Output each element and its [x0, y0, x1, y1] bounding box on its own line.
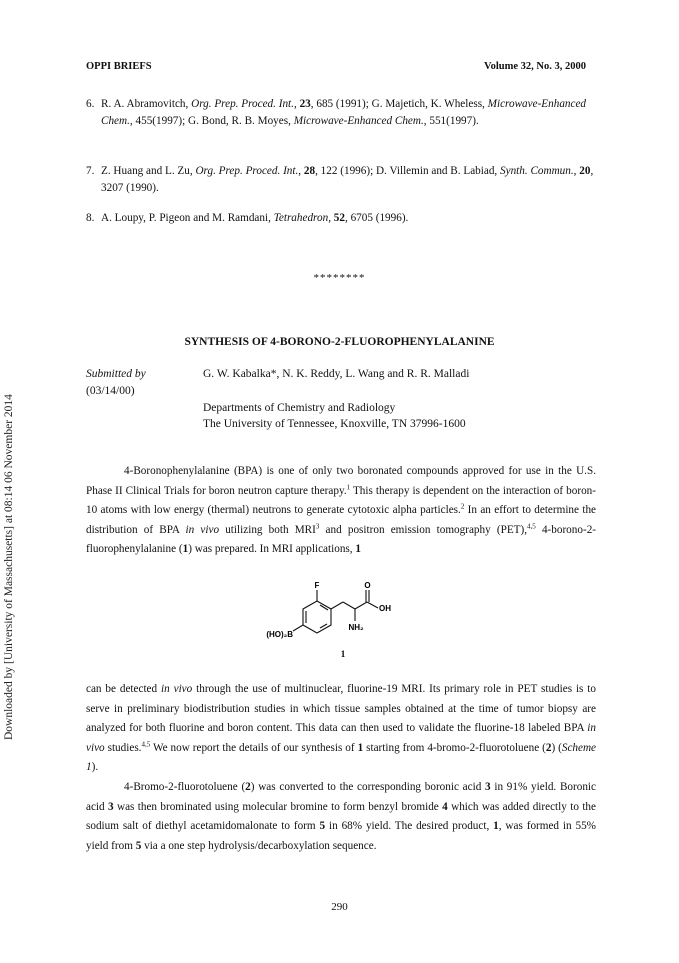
bold-text: 52 [333, 212, 345, 224]
text-run: , 455(1997); G. Bond, R. B. Moyes, [129, 114, 294, 127]
text-run: This therapy is dependent on the interaction of boron-10 atoms with low energy (thermal) neutrons to generate cytotoxic alpha particles. [86, 484, 596, 517]
citation-superscript: 4,5 [527, 522, 536, 531]
bold-text: 5 [319, 820, 326, 833]
text-run: , 6705 (1996). [344, 212, 409, 224]
bold-text: 1 [357, 741, 364, 754]
bold-text: 1 [355, 543, 361, 556]
affiliation-university: The University of Tennessee, Knoxville, TN 37996-1600 [203, 418, 466, 430]
reference-number: 7. [86, 165, 95, 177]
bold-text: 2 [245, 781, 251, 793]
text-run: and positron emission tomography (PET), [319, 523, 528, 536]
text-run: A. Loupy, P. Pigeon and M. Ramdani, [101, 212, 274, 224]
italic-text: Microwave-Enhanced Chem. [101, 98, 587, 127]
text-run: in 91% yield. Boronic acid [86, 781, 596, 813]
reference-text [86, 96, 606, 129]
citation-superscript: 3 [315, 522, 320, 531]
chemical-structure-1 [260, 578, 460, 668]
italic-text: in vivo [185, 523, 220, 536]
text-run: , [328, 212, 334, 224]
article-title: SYNTHESIS OF 4-BORONO-2-FLUOROPHENYLALANINE [184, 336, 495, 348]
submitted-by-label: Submitted by [86, 368, 146, 380]
reference-7 [86, 163, 606, 196]
text-run: , 551(1997). [423, 114, 479, 127]
body-paragraph-synthesis [86, 778, 596, 856]
bold-text: 4 [442, 800, 448, 813]
italic-text: Synth. Commun. [500, 165, 574, 177]
text-run: , 3207 (1990). [101, 165, 594, 194]
citation-superscript: 4,5 [141, 740, 151, 749]
citation-superscript: 1 [346, 482, 351, 491]
author-list: G. W. Kabalka*, N. K. Reddy, L. Wang and R. R. Malladi [203, 368, 470, 380]
bold-text: 23 [299, 98, 311, 110]
text-run: , [298, 165, 304, 177]
hydroxyl-label: OH [379, 604, 391, 613]
submission-date: (03/14/00) [86, 385, 135, 397]
text-run: 4-Boronophenylalanine (BPA) is one of only two boronated compounds approved for use in the U.S. Phase II Clinical Trials for boron neutron capture therapy. [86, 465, 596, 497]
bold-text: 1 [493, 820, 499, 833]
text-run: , [293, 98, 300, 110]
text-run: can be detected [86, 683, 162, 695]
text-run: via a one step hydrolysis/decarboxylation sequence. [141, 839, 377, 852]
body-paragraph-detection [86, 680, 596, 778]
text-run: ) ( [551, 741, 562, 754]
bold-text: 5 [135, 839, 142, 852]
bold-text: 28 [303, 165, 316, 177]
running-header-right: Volume 32, No. 3, 2000 [484, 61, 586, 72]
reference-number: 8. [86, 212, 95, 224]
text-run: utilizing both MRI [219, 523, 316, 536]
bold-text: 3 [485, 781, 491, 793]
page-number: 290 [331, 901, 348, 913]
body-paragraph-intro [86, 462, 596, 560]
benzene-ring [303, 601, 331, 633]
text-run: 4-borono-2- fluorophenylalanine ( [86, 523, 597, 556]
italic-text: in vivo [86, 722, 596, 754]
reference-text [86, 163, 606, 196]
text-run: , was formed in 55% yield from [86, 820, 597, 852]
amine-label: NH₂ [348, 623, 364, 632]
reference-number: 6. [86, 98, 95, 110]
section-separator: ******** [313, 272, 366, 284]
italic-text: Org. Prep. Proced. Int. [191, 98, 294, 110]
carbonyl-oxygen-label: O [364, 581, 371, 590]
reference-text [86, 210, 606, 227]
text-run: We now report the details of our synthesis of [150, 741, 358, 754]
bold-text: 1 [182, 543, 189, 556]
text-run: studies. [104, 741, 142, 754]
download-stamp: Downloaded by [University of Massachusetts] at 08:14 06 November 2014 [3, 394, 15, 740]
italic-text: in vivo [161, 683, 193, 695]
text-run: , 122 (1996); D. Villemin and B. Labiad, [315, 165, 501, 177]
text-run: ). [91, 761, 99, 774]
text-run: R. A. Abramovitch, [101, 98, 192, 110]
text-run: , 685 (1991); G. Majetich, K. Wheless, [310, 98, 488, 110]
reference-8 [86, 210, 606, 227]
side-chain-bonds [293, 590, 378, 631]
text-run: Z. Huang and L. Zu, [101, 165, 196, 177]
compound-number: 1 [340, 649, 346, 659]
italic-text: Scheme 1 [86, 741, 597, 774]
reference-6 [86, 96, 606, 129]
bold-text: 3 [108, 800, 114, 813]
italic-text: Microwave-Enhanced Chem. [293, 114, 424, 127]
text-run: ) was prepared. In MRI applications, [188, 543, 356, 556]
text-run: starting from 4-bromo-2-fluorotoluene ( [363, 741, 546, 754]
affiliation-department: Departments of Chemistry and Radiology [203, 402, 396, 414]
citation-superscript: 2 [460, 502, 465, 511]
bold-text: 20 [579, 165, 591, 177]
text-run: was then brominated using molecular bromine to form benzyl bromide [113, 800, 443, 813]
italic-text: Tetrahedron [273, 212, 329, 224]
boronic-acid-label: (HO)₂B [266, 630, 293, 639]
running-header-left: OPPI BRIEFS [86, 61, 152, 72]
text-run: which was added directly to the sodium salt of diethyl acetamidomalonate to form [86, 800, 596, 833]
text-run: ) was converted to the corresponding boronic acid [250, 781, 486, 793]
text-run: 4-Bromo-2-fluorotoluene ( [124, 781, 246, 793]
text-run: , [573, 165, 580, 177]
text-run: through the use of multinuclear, fluorine-19 MRI. Its primary role in PET studies is to serve in preliminary biodistribution studies in which tissue samples obtained at the time of tumor biopsy are analyzed for both fluorine and boron content. This data can then used to validate the fluorine-18 labeled BPA [86, 683, 596, 735]
text-run: In an effort to determine the distribution of BPA [86, 504, 596, 536]
italic-text: Org. Prep. Proced. Int. [195, 165, 299, 177]
fluorine-label: F [314, 581, 320, 590]
text-run: in 68% yield. The desired product, [325, 820, 494, 833]
bold-text: 2 [545, 741, 552, 754]
